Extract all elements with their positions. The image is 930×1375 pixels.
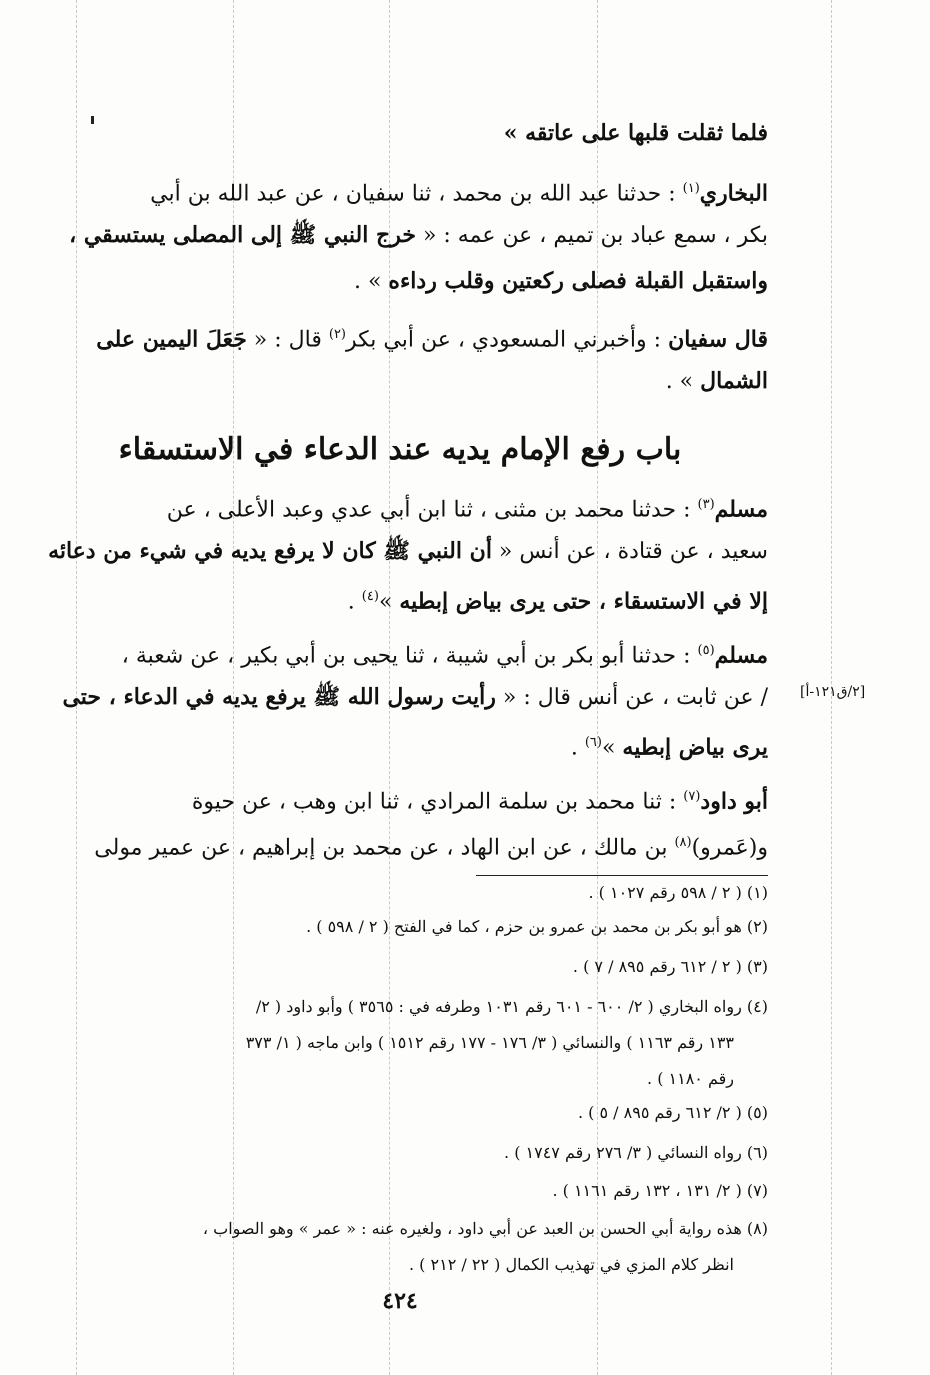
footnote: (١) ( ٢ / ٥٩٨ رقم ١٠٢٧ ) . (588, 883, 768, 902)
hadith-text: البخاري (699, 180, 768, 207)
text-line (96, 318, 768, 357)
footnote: (٢) هو أبو بكر بن محمد بن عمرو بن حزم ، كما في الفتح ( ٢ / ٥٩٨ ) . (306, 917, 768, 936)
footnote: (٥) ( ٢/ ٦١٢ رقم ٨٩٥ / ٥ ) . (578, 1103, 768, 1122)
hadith-text: مسلم (714, 642, 768, 669)
narration-text: بن مالك ، عن ابن الهاد ، عن محمد بن إبراهيم ، عن عمير مولى (94, 835, 675, 861)
hadith-text: قال سفيان (668, 326, 768, 353)
narration-text: » (378, 589, 400, 615)
hadith-text: أن النبي ﷺ كان لا يرفع يديه في شيء من دعائه (48, 538, 492, 564)
narration-text: قال : « (246, 327, 329, 353)
footnote-ref: (١) (682, 181, 700, 196)
text-line (192, 780, 768, 819)
text-line (150, 172, 768, 211)
hadith-text: واستقبل القبلة فصلى ركعتين وقلب رداءه (388, 268, 768, 294)
footnote-ref: (٤) (361, 589, 379, 604)
narration-text: . (570, 735, 585, 761)
footnote: (٨) هذه رواية أبي الحسن بن العبد عن أبي داود ، ولغيره عنه : « عمر » وهو الصواب ، (202, 1219, 768, 1238)
footnote-ref: (٢) (328, 327, 346, 342)
hadith-text: إلا في الاستسقاء ، حتى يرى بياض إبطيه (399, 588, 768, 615)
ink-mark (91, 116, 94, 124)
text-line (62, 680, 768, 715)
hadith-text: فلما ثقلت قلبها على عاتقه » (503, 120, 768, 146)
narration-text: بكر ، سمع عباد بن تميم ، عن عمه : « (415, 223, 768, 248)
hadith-text: مسلم (714, 496, 768, 523)
narration-text: » (601, 735, 623, 761)
footnote: (٤) رواه البخاري ( ٢/ ٦٠٠ - ٦٠١ رقم ١٠٣١ وطرفه في : ٣٥٦٥ ) وأبو داود ( ٢/ (255, 997, 768, 1016)
narration-text: » . (353, 269, 389, 294)
footnote: (٣) ( ٢ / ٦١٢ رقم ٨٩٥ / ٧ ) . (572, 957, 768, 976)
footnote-ref: (٦) (584, 735, 602, 750)
footnote-separator (476, 875, 768, 876)
footnote-ref: (٥) (697, 643, 715, 658)
hadith-text: خرج النبي ﷺ إلى المصلى يستسقي ، (69, 222, 416, 248)
footnote: ١٣٣ رقم ١١٦٣ ) والنسائي ( ٣/ ١٧٦ - ١٧٧ رقم ١٥١٢ ) وابن ماجه ( ١/ ٣٧٣ (245, 1033, 734, 1052)
text-line (167, 488, 768, 527)
hadith-text: يرى بياض إبطيه (622, 734, 768, 761)
narration-text: . (347, 589, 362, 615)
footnote: انظر كلام المزي في تهذيب الكمال ( ٢٢ / ٢١٢ ) . (409, 1255, 734, 1274)
footnote: (٦) رواه النسائي ( ٣/ ٢٧٦ رقم ١٧٤٧ ) . (504, 1143, 768, 1162)
narration-text: و(عَمرو) (691, 835, 768, 861)
hadith-text: الشمال (700, 368, 768, 394)
text-line (69, 218, 768, 253)
footnote-ref: (٧) (683, 789, 701, 804)
hadith-text: رأيت رسول الله ﷺ يرفع يديه في الدعاء ، حتى (62, 684, 496, 710)
text-line (48, 534, 768, 569)
footnote: (٧) ( ٢/ ١٣١ ، ١٣٢ رقم ١١٦١ ) . (552, 1181, 768, 1200)
text-line (348, 580, 768, 619)
narration-text: : ثنا محمد بن سلمة المرادي ، ثنا ابن وهب ، عن حيوة (191, 789, 684, 815)
text-line (354, 264, 768, 299)
narration-text: : حدثنا عبد الله بن محمد ، ثنا سفيان ، عن عبد الله بن أبي (150, 181, 683, 207)
section-heading: باب رفع الإمام يديه عند الدعاء في الاستسقاء (118, 432, 682, 467)
text-line (666, 364, 768, 399)
narration-text: » . (665, 369, 701, 394)
hadith-text: جَعَلَ اليمين على (96, 326, 247, 353)
text-line (504, 116, 768, 151)
manuscript-folio-note: [٢/ق١٢١-أ] (800, 684, 866, 700)
narration-text: : وأخبرني المسعودي ، عن أبي بكر (346, 327, 669, 353)
footnote-ref: (٣) (697, 497, 715, 512)
narration-text: : حدثنا محمد بن مثنى ، ثنا ابن أبي عدي وعبد الأعلى ، عن (166, 497, 698, 523)
footnote: رقم ١١٨٠ ) . (647, 1069, 734, 1088)
narration-text: سعيد ، عن قتادة ، عن أنس « (491, 539, 768, 564)
page-number: ٤٢٤ (382, 1288, 418, 1314)
text-line (122, 634, 768, 673)
text-line (94, 826, 768, 865)
footnote-ref: (٨) (674, 835, 692, 850)
text-line (571, 726, 768, 765)
hadith-text: أبو داود (700, 788, 768, 815)
narration-text: : حدثنا أبو بكر بن أبي شيبة ، ثنا يحيى بن أبي بكير ، عن شعبة ، (121, 643, 698, 669)
narration-text: / عن ثابت ، عن أنس قال : « (495, 685, 768, 710)
